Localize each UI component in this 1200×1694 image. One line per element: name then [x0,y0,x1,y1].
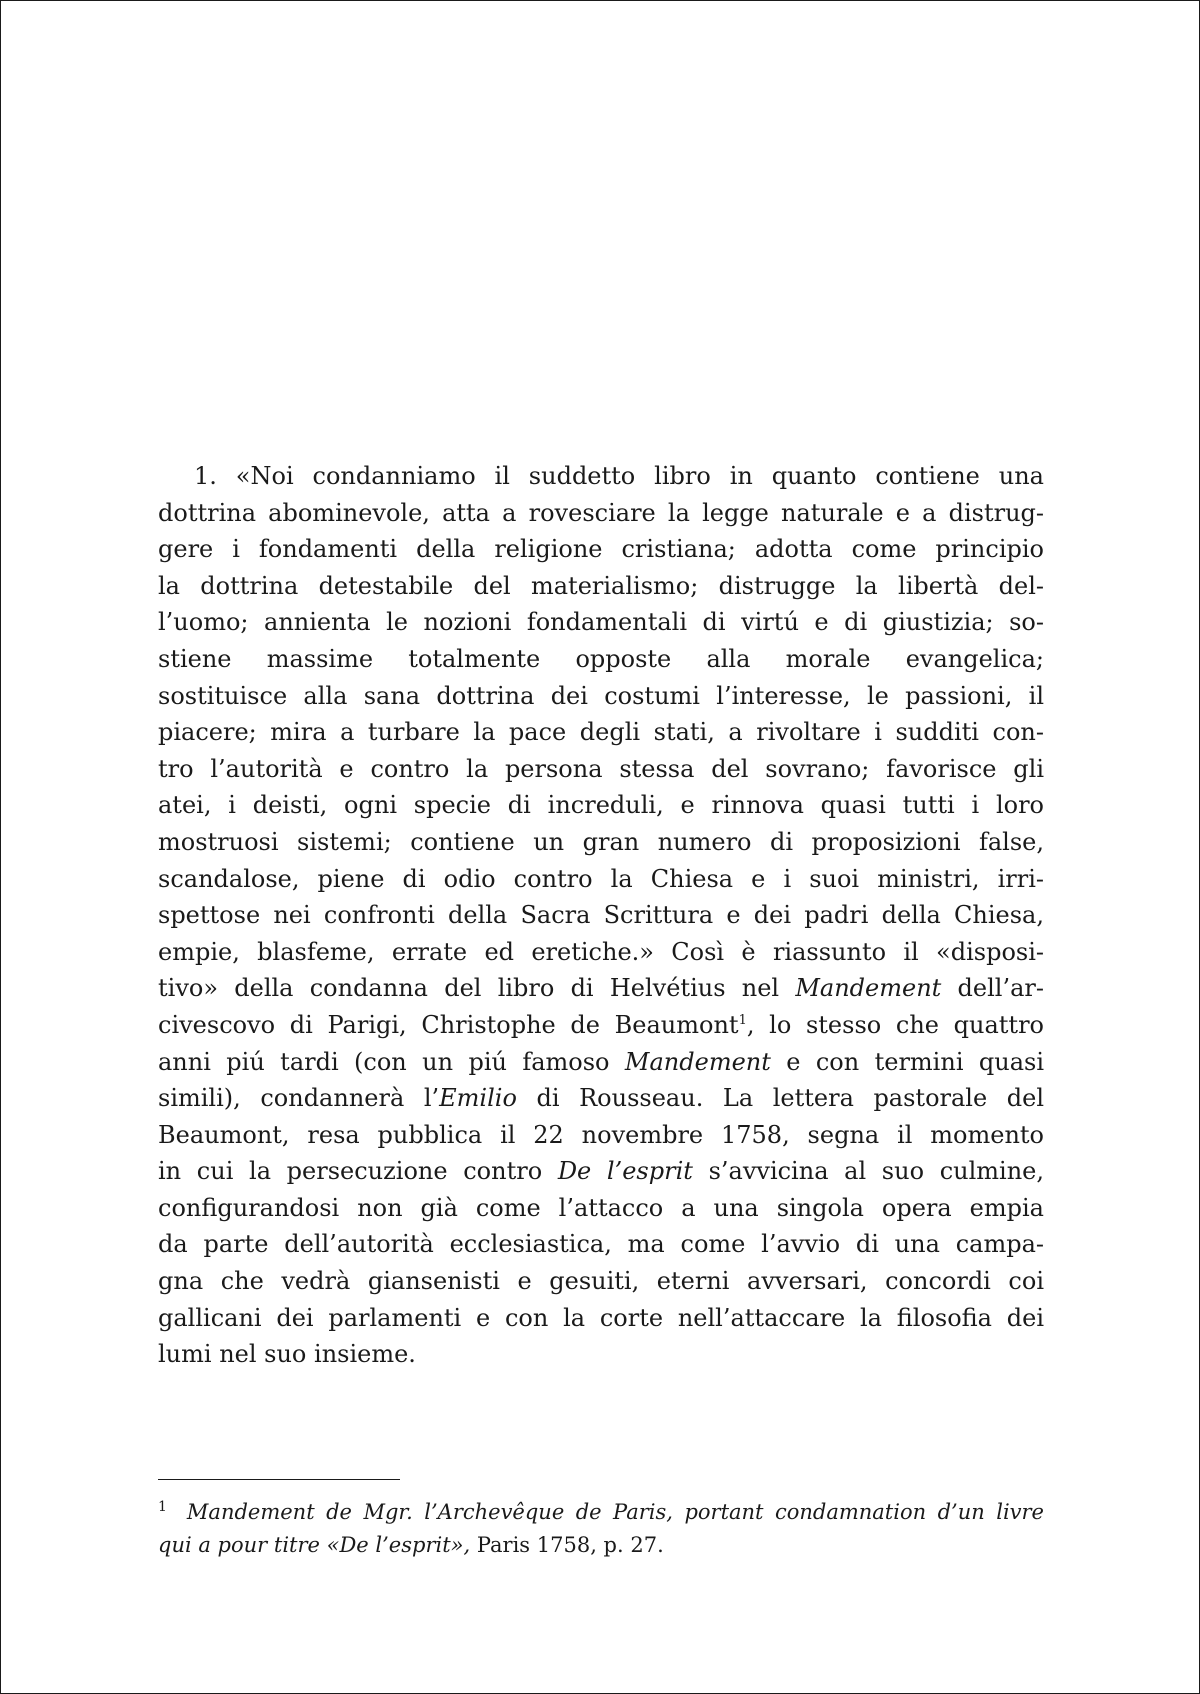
text-run: simili), condannerà l’ [158,1084,440,1113]
text-run: Beaumont, resa pubblica il 22 novembre 1758, segna il momento [158,1120,1044,1149]
text-run: spettose nei confronti della Sacra Scrittura e dei padri della Chiesa, [158,901,1044,930]
italic-text: Mandement [624,1047,771,1076]
text-line [158,1007,1044,1044]
text-run: Paris 1758, p. 27. [470,1533,664,1557]
italic-text: qui a pour titre «De l’esprit», [158,1533,471,1557]
text-run: anni piú tardi (con un piú famoso [158,1047,625,1076]
text-line [158,824,1044,861]
text-run: configurandosi non già come l’attacco a una singola opera empia [158,1193,1044,1222]
text-line [158,641,1044,678]
text-run: lumi nel suo insieme. [158,1340,416,1369]
text-run: scandalose, piene di odio contro la Chiesa e i suoi ministri, irri- [158,864,1044,893]
text-line [158,531,1044,568]
italic-text: Emilio [439,1084,517,1113]
text-line [158,495,1044,532]
text-line [158,678,1044,715]
text-run: stiene massime totalmente opposte alla morale evangelica; [158,644,1044,673]
text-line [158,934,1044,971]
text-line [158,1190,1044,1227]
italic-text: Mandement de Mgr. l’Archevêque de Paris, portant condamnation d’un livre [186,1500,1044,1524]
text-run: dell’ar- [941,974,1044,1003]
text-run: tro l’autorità e contro la persona stessa del sovrano; favorisce gli [158,754,1044,783]
text-line [158,1080,1044,1117]
footnote-line [158,1529,1044,1562]
footnote-marker: 1 [158,1499,167,1515]
text-run: civescovo di Parigi, Christophe de Beaumont [158,1010,739,1039]
text-line [158,568,1044,605]
text-run: , lo stesso che quattro [746,1010,1044,1039]
text-run: in cui la persecuzione contro [158,1157,558,1186]
text-run: e con termini quasi [770,1047,1045,1076]
italic-text: De l’esprit [557,1157,693,1186]
text-run: gna che vedrà giansenisti e gesuiti, eterni avversari, concordi coi [158,1267,1044,1296]
text-run: s’avvicina al suo culmine, [692,1157,1044,1186]
text-run: gallicani dei parlamenti e con la corte nell’attaccare la filosofia dei [158,1303,1044,1332]
text-run: di Rousseau. La lettera pastorale del [516,1084,1045,1113]
main-paragraph [158,458,1044,1373]
text-run: la dottrina detestabile del materialismo; distrugge la libertà del- [158,571,1044,600]
footnote-line [158,1496,1044,1529]
text-line [158,970,1044,1007]
text-line [158,1300,1044,1337]
text-line [158,861,1044,898]
text-line [158,1044,1044,1081]
text-run: 1. «Noi condanniamo il suddetto libro in quanto contiene una [194,462,1044,490]
text-run: piacere; mira a turbare la pace degli stati, a rivoltare i sudditi con- [158,718,1044,747]
text-line [158,458,1044,495]
italic-text: Mandement [795,974,942,1003]
text-run: empie, blasfeme, errate ed eretiche.» Così è riassunto il «disposi- [158,937,1044,966]
footnote-reference: 1 [738,1012,747,1028]
footnote [158,1496,1044,1562]
footnote-separator [158,1479,400,1480]
text-run: atei, i deisti, ogni specie di increduli, e rinnova quasi tutti i loro [158,791,1044,820]
text-run: dottrina abominevole, atta a rovesciare la legge naturale e a distrug- [158,498,1044,527]
text-run: gere i fondamenti della religione cristiana; adotta come principio [158,535,1044,564]
text-run: sostituisce alla sana dottrina dei costumi l’interesse, le passioni, il [158,681,1044,710]
text-run: l’uomo; annienta le nozioni fondamentali di virtú e di giustizia; so- [158,608,1044,637]
text-line [158,604,1044,641]
text-line [158,1153,1044,1190]
text-run: mostruosi sistemi; contiene un gran numero di proposizioni false, [158,827,1044,856]
text-line [158,787,1044,824]
text-line [158,1226,1044,1263]
text-line [158,1117,1044,1154]
text-line [158,714,1044,751]
text-line [158,751,1044,788]
text-run: da parte dell’autorità ecclesiastica, ma come l’avvio di una campa- [158,1230,1044,1259]
text-line [158,1336,1044,1373]
text-line [158,897,1044,934]
text-line [158,1263,1044,1300]
text-run: tivo» della condanna del libro di Helvétius nel [158,974,796,1003]
